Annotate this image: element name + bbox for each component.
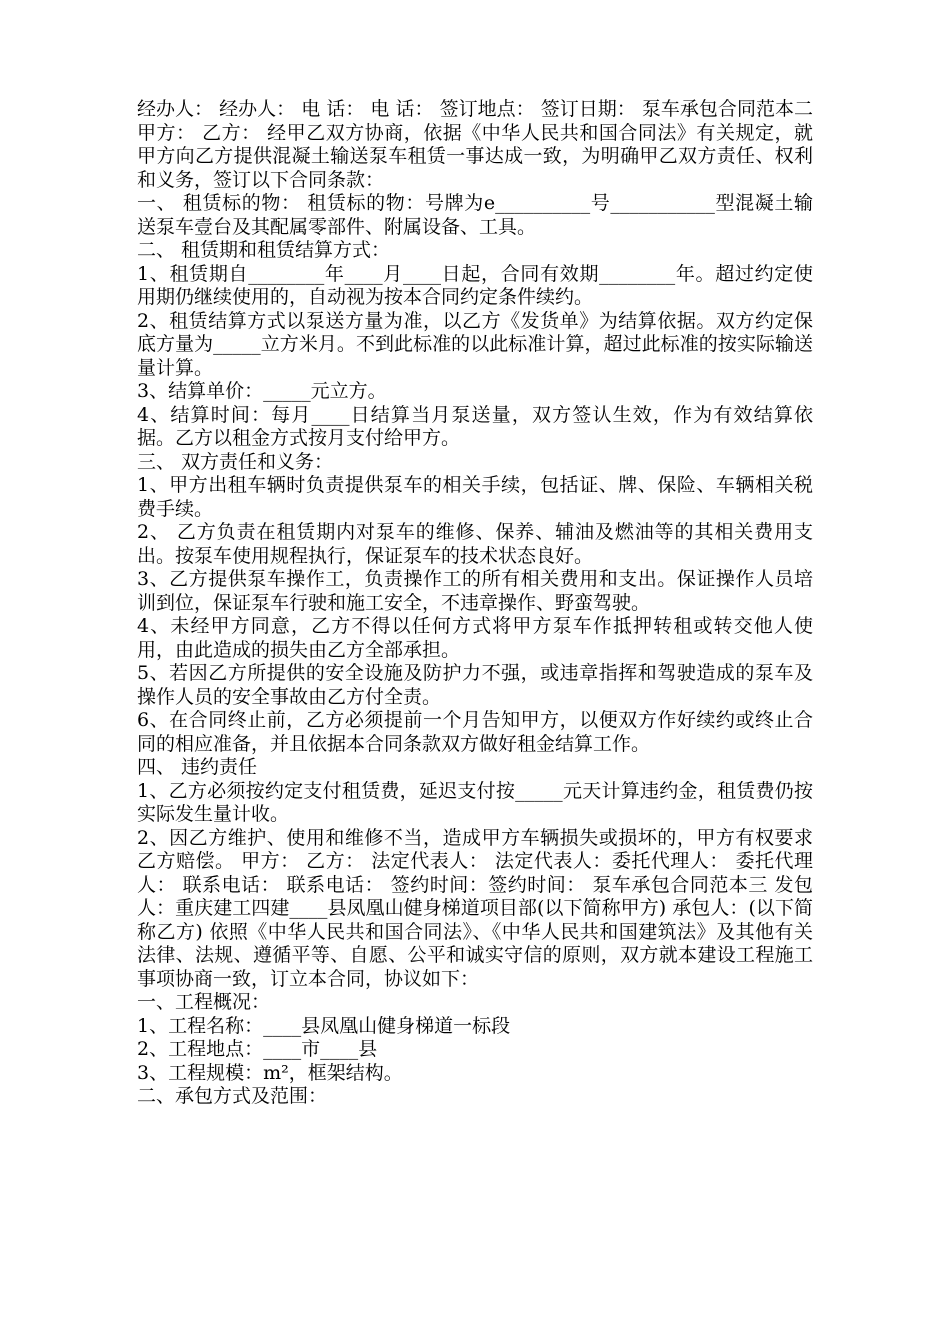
paragraph-3-5: 5、若因乙方所提供的安全设施及防护力不强，或违章指挥和驾驶造成的泵车及操作人员的安全事故由乙方付全责。	[137, 662, 813, 708]
heading-contract-scope: 二、承包方式及范围：	[137, 1085, 328, 1107]
heading-section-2: 二、 租赁期和租赁结算方式：	[137, 239, 391, 261]
paragraph-intro: 经办人： 经办人： 电 话： 电 话： 签订地点： 签订日期： 泵车承包合同范本二 甲方： 乙方： 经甲乙双方协商，依据《中华人民共和国合同法》有关规定，就甲方向乙方提供混凝土输送泵车租赁一事达成一致，为明确甲乙双方责任、权利和义务，签订以下合同条款：	[137, 98, 820, 191]
heading-project-overview: 一、工程概况：	[137, 991, 271, 1013]
paragraph-project-location: 2、工程地点：____市____县	[137, 1038, 378, 1060]
document-body	[137, 98, 820, 1109]
paragraph-3-6: 6、在合同终止前，乙方必须提前一个月告知甲方，以便双方作好续约或终止合同的相应准备，并且依据本合同条款双方做好租金结算工作。	[137, 709, 813, 755]
paragraph-4-1: 1、乙方必须按约定支付租赁费，延迟支付按_____元天计算违约金，租赁费仍按实际发生量计收。	[137, 779, 813, 825]
paragraph-section-1: 一、 租赁标的物： 租赁标的物：号牌为e__________号___________型混凝土输送泵车壹台及其配属零部件、附属设备、工具。	[137, 192, 813, 238]
heading-section-4: 四、 违约责任	[137, 756, 258, 778]
paragraph-2-1: 1、租赁期自________年____月____日起，合同有效期________年。超过约定使用期仍继续使用的，自动视为按本合同约定条件续约。	[137, 262, 813, 308]
paragraph-2-2: 2、租赁结算方式以泵送方量为准，以乙方《发货单》为结算依据。双方约定保底方量为_____立方米月。不到此标准的以此标准计算，超过此标准的按实际输送量计算。	[137, 309, 813, 379]
paragraph-3-2: 2、 乙方负责在租赁期内对泵车的维修、保养、辅油及燃油等的其相关费用支出。按泵车使用规程执行，保证泵车的技术状态良好。	[137, 521, 813, 567]
paragraph-project-scale: 3、工程规模：m²，框架结构。	[137, 1061, 403, 1084]
paragraph-2-4: 4、结算时间：每月____日结算当月泵送量，双方签认生效，作为有效结算依据。乙方以租金方式按月支付给甲方。	[137, 403, 813, 449]
paragraph-3-3: 3、乙方提供泵车操作工，负责操作工的所有相关费用和支出。保证操作人员培训到位，保证泵车行驶和施工安全，不违章操作、野蛮驾驶。	[137, 568, 813, 614]
heading-section-3: 三、 双方责任和义务：	[137, 450, 334, 473]
paragraph-project-name: 1、工程名称：____县凤凰山健身梯道一标段	[137, 1014, 511, 1037]
paragraph-4-2: 2、因乙方维护、使用和维修不当，造成甲方车辆损失或损坏的，甲方有权要求乙方赔偿。 甲方： 乙方： 法定代表人： 法定代表人：委托代理人： 委托代理人： 联系电话： 联系电话： 签约时间：签约时间： 泵车承包合同范本三 发包人：重庆建工四建____县凤凰山健身梯道项目部(以下简称甲方) 承包人：(以下简称乙方) 依照《中华人民共和国合同法》、《中华人民共和国建筑法》及其他有关法律、法规、遵循平等、自愿、公平和诚实守信的原则，双方就本建设工程施工事项协商一致，订立本合同，协议如下：	[137, 826, 813, 990]
paragraph-3-4: 4、未经甲方同意，乙方不得以任何方式将甲方泵车作抵押转租或转交他人使用，由此造成的损失由乙方全部承担。	[137, 615, 813, 661]
paragraph-3-1: 1、甲方出租车辆时负责提供泵车的相关手续，包括证、牌、保险、车辆相关税费手续。	[137, 474, 813, 520]
paragraph-2-3: 3、结算单价：_____元立方。	[137, 380, 387, 402]
